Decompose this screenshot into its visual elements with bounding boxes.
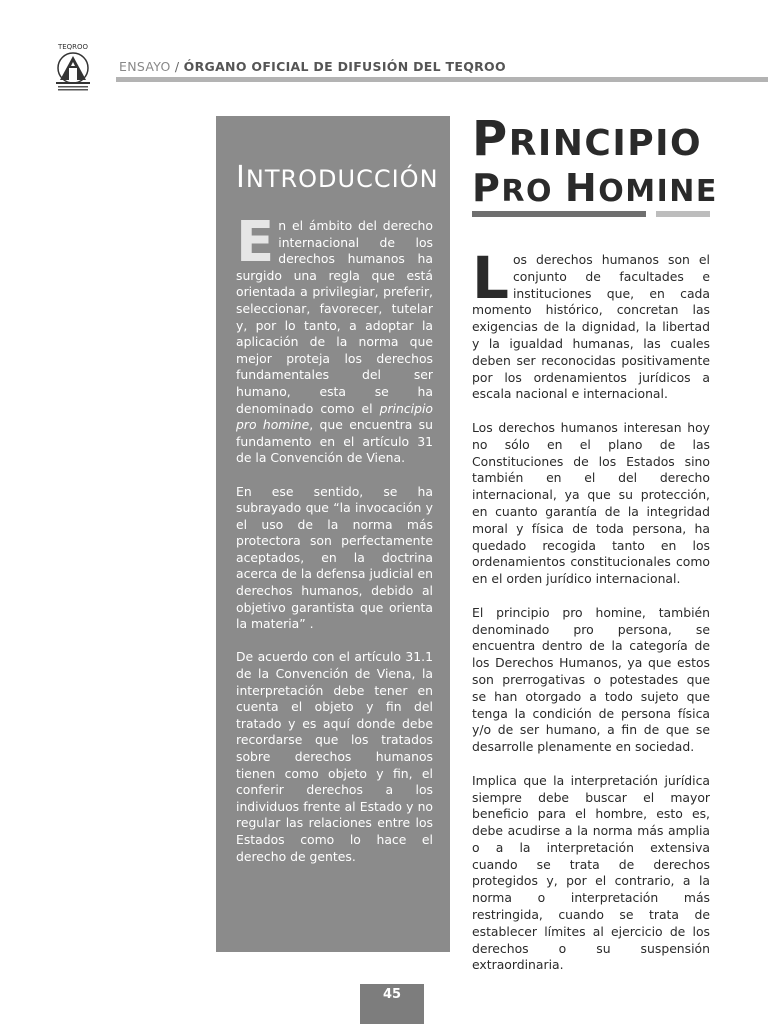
running-header [119,59,506,74]
teqroo-logo-icon [50,42,96,94]
article-title-rest-1: RINCIPIO [508,123,703,164]
introduction-p1-italic: principio pro homine [236,400,433,433]
introduction-title-cap: I [236,160,246,195]
introduction-dropcap: E [236,210,275,275]
article-paragraph-3: El principio pro homine, también denominado pro persona, se encuentra dentro de la categoría de los Derechos Humanos, ya que estos son prerrogativas o potestades que se han otorgado a todo sujeto que tenga la condición de persona física y/o de ser humano, a fin de que se desarrolle plenamente en sociedad. [472,604,710,755]
svg-text:TEQROO: TEQROO [57,43,89,51]
article-paragraph-1 [472,244,710,403]
article-title-rest-2b: OMINE [598,174,718,209]
introduction-p1-text: n el ámbito del derecho internacional de los derechos humanos ha surgido una regla que está orientada a privilegiar, preferir, seleccionar, favorecer, tutelar y, por lo tanto, a adoptar la aplicación de la norma que mejor proteja los derechos fundamentales del ser humano, esta se ha denominado como el [236,218,433,416]
header-separator: / [174,59,180,74]
article-title-cap-2a: P [472,166,502,210]
article-title-rest-2a: RO [501,174,565,209]
article-title-line-1 [472,111,712,169]
page-number-box [360,984,424,1024]
article-title-cap-2b: H [564,166,599,210]
header-organization: ÓRGANO OFICIAL DE DIFUSIÓN DEL TEQROO [183,59,506,74]
title-rule-dark [472,211,646,217]
introduction-paragraph-2: En ese sentido, se ha subrayado que “la invocación y el uso de la norma más protectora son perfectamente aceptados, en la doctrina acerca de la defensa judicial en derechos humanos, debido al objetivo garantista que orienta la materia” . [236,483,433,632]
header-section: ENSAYO [119,59,171,74]
teqroo-logo [50,42,96,94]
article-p1-text: os derechos humanos son el conjunto de facultades e instituciones que, en cada momento histórico, concretan las exigencias de la dignidad, la libertad y la igualdad humanas, las cuales deben ser reconocidas positivamente por los ordenamientos jurídicos a escala nacional e internacional. [472,252,710,402]
article-body [472,244,710,991]
introduction-sidebar [216,116,450,952]
article-title-cap-1: P [472,111,509,167]
header-rule [116,77,768,82]
introduction-p1-text-end: , que encuentra su fundamento en el artículo 31 de la Convención de Viena. [236,417,433,466]
article-paragraph-4: Implica que la interpretación jurídica siempre debe buscar el mayor beneficio para el hombre, esto es, debe acudirse a la norma más amplia o a la interpretación extensiva cuando se trata de derechos protegidos y, por el contrario, a la norma o interpretación más restringida, cuando se trata de establecer límites al ejercicio de los derechos o su suspensión extraordinaria. [472,772,710,973]
article-title-line-2 [472,166,718,211]
page-number: 45 [382,987,402,1002]
introduction-paragraph-1 [236,210,433,467]
article-dropcap: L [472,244,509,312]
introduction-paragraph-3: De acuerdo con el artículo 31.1 de la Convención de Viena, la interpretación debe tener en cuenta el objeto y fin del tratado y es aquí donde debe recordarse que los tratados sobre derechos humanos tienen como objeto y fin, el conferir derechos a los individuos frente al Estado y no regular las relaciones entre los Estados como lo hace el derecho de gentes. [236,649,433,864]
article-title [472,111,718,211]
introduction-title-rest: NTRODUCCIÓN [245,165,439,193]
introduction-body [236,210,433,882]
title-rule-light [656,211,710,217]
introduction-title [236,160,439,195]
article-paragraph-2: Los derechos humanos interesan hoy no sólo en el plano de las Constituciones de los Estados sino también en el del derecho internacional, ya que su protección, en cuanto garantía de la integridad moral y física de toda persona, ha quedado recogida tanto en los ordenamientos constitucionales como en el orden jurídico internacional. [472,419,710,587]
